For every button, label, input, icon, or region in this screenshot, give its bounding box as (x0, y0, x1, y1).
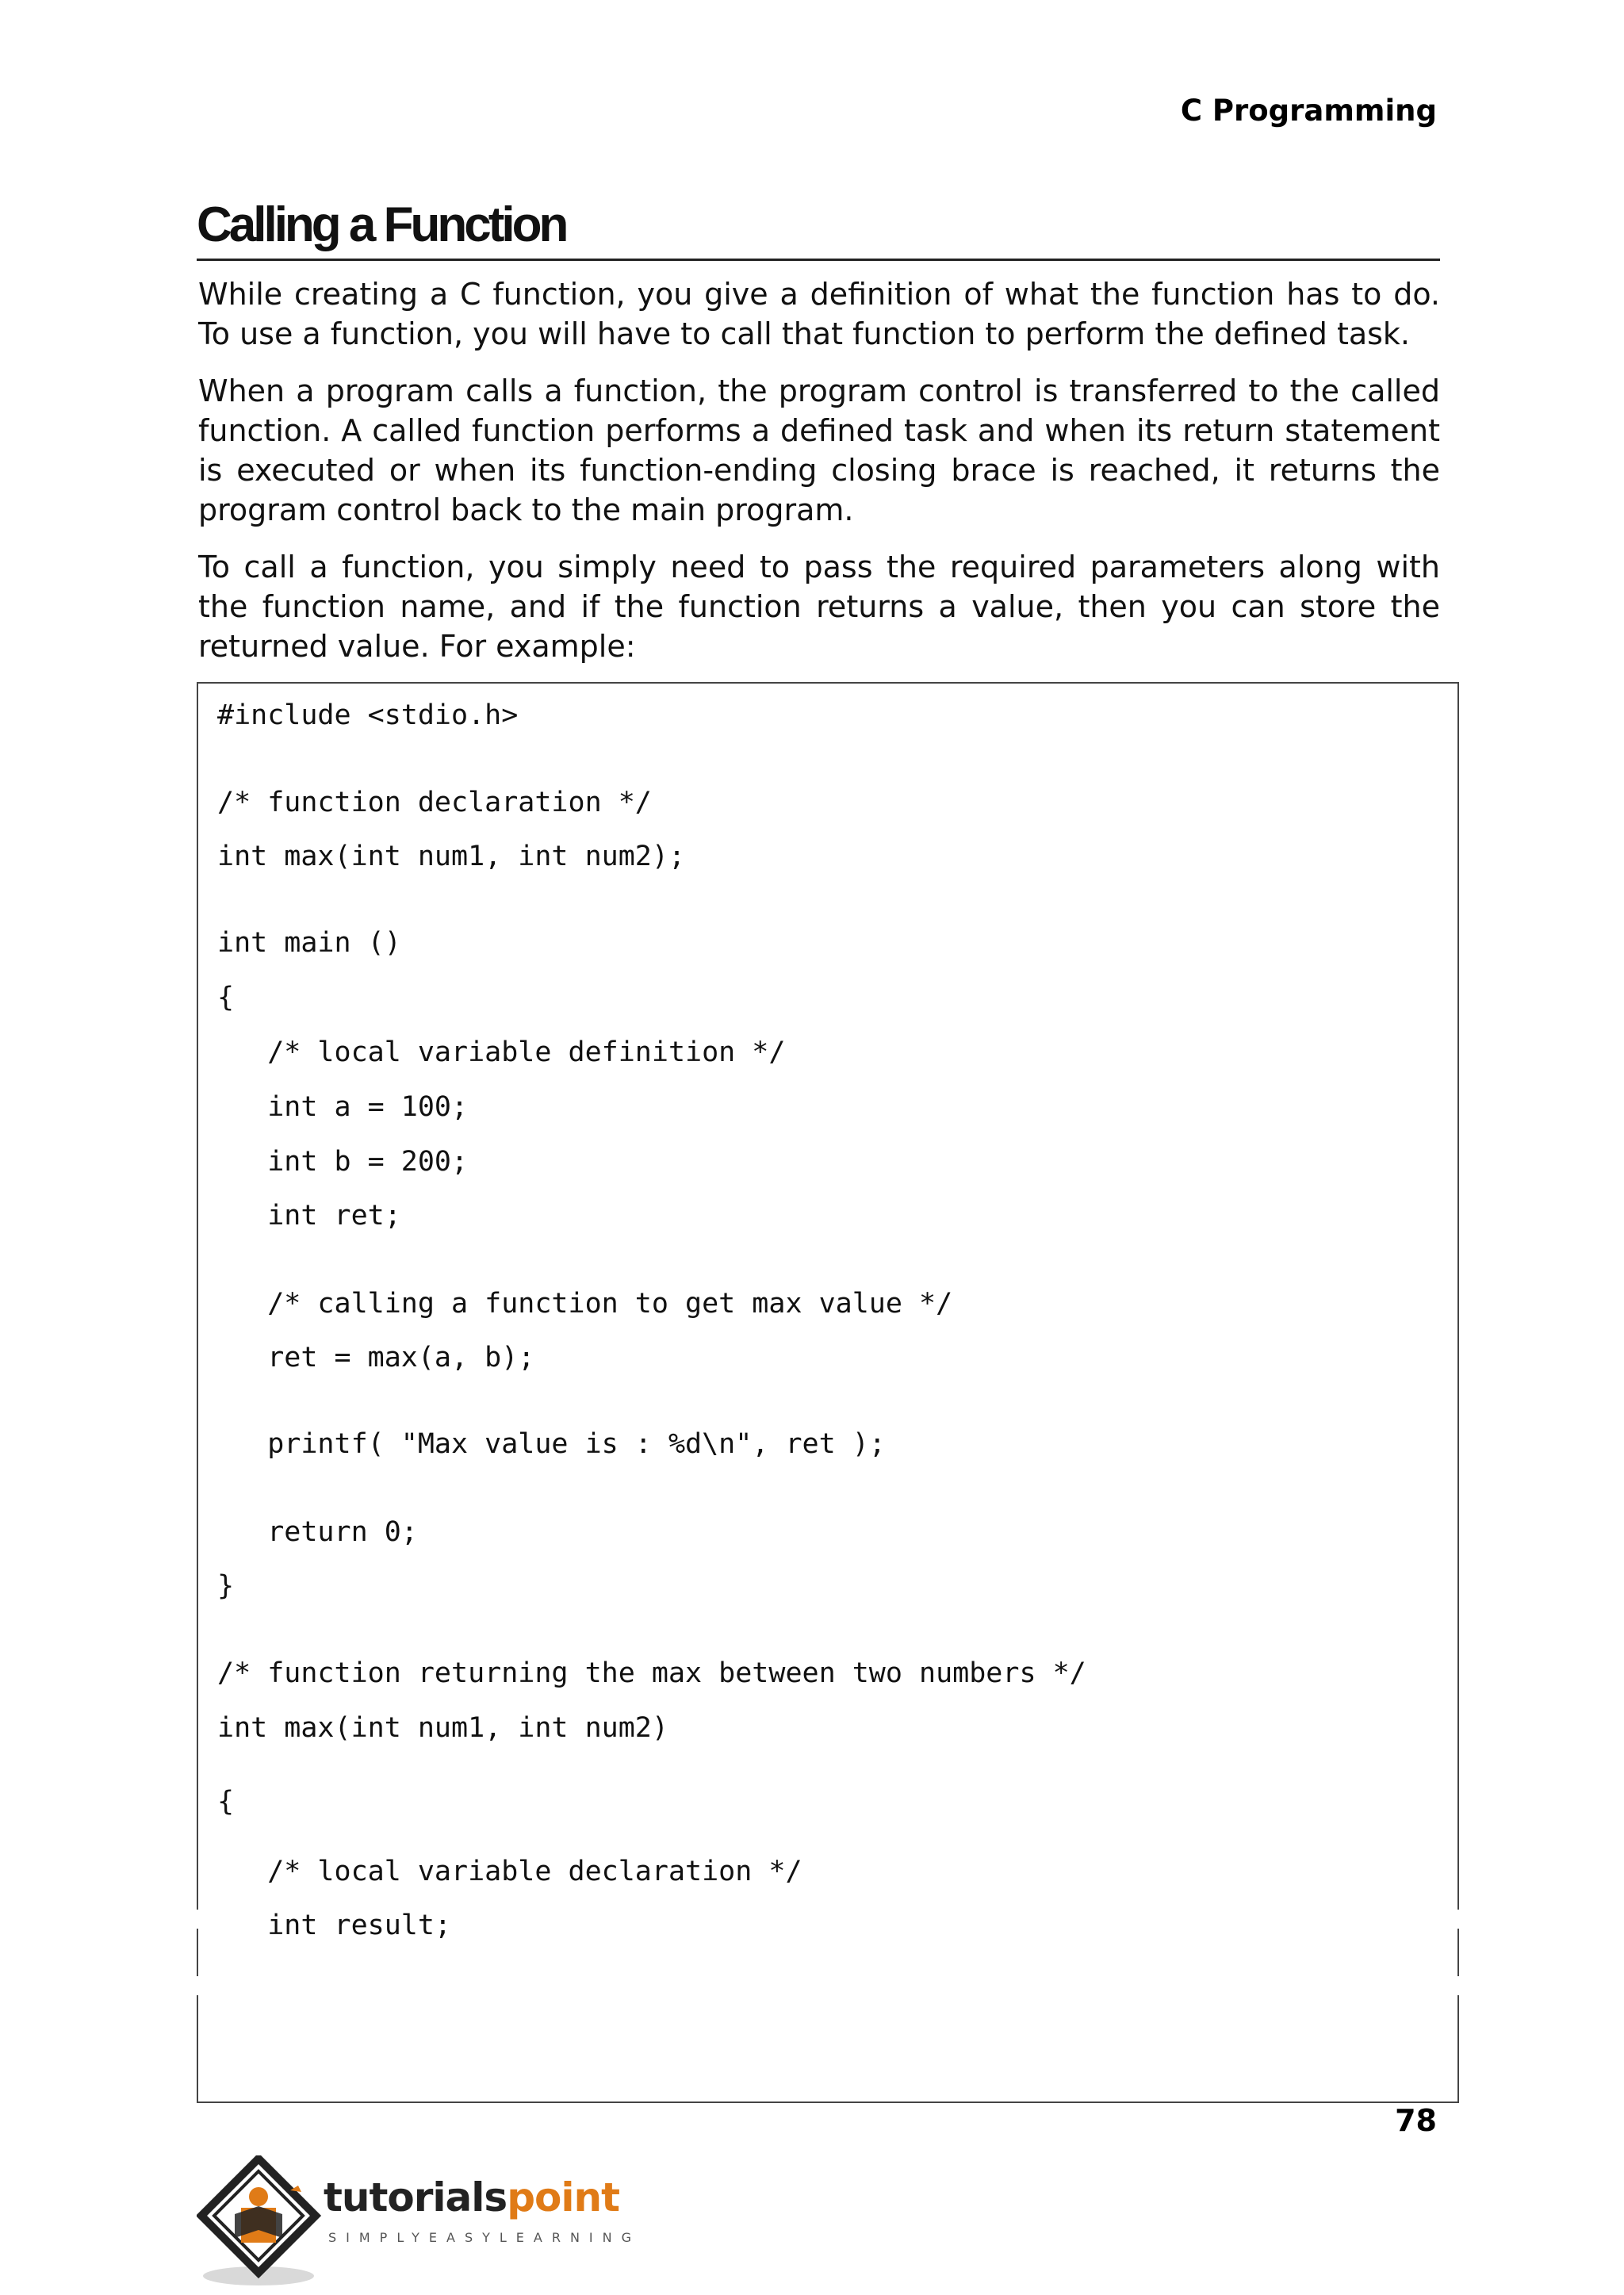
code-line: int a = 100; (217, 1091, 469, 1123)
paragraph-3: To call a function, you simply need to pass the required parameters along with the function name, and if the function returns a value, then you can store the returned value. For example: (198, 550, 1440, 664)
page-number: 78 (1395, 2103, 1437, 2138)
code-block-page-break (193, 1976, 1462, 1995)
code-line: int max(int num1, int num2); (217, 841, 686, 872)
paragraph-1: While creating a C function, you give a definition of what the function has to do. To use a function, you will have to call that function to perform the defined task. (198, 277, 1440, 351)
code-line: int main () (217, 927, 401, 959)
code-line: printf( "Max value is : %d\n", ret ); (217, 1428, 886, 1460)
code-line: } (217, 1570, 235, 1602)
logo-wordmark (324, 2174, 619, 2220)
code-line: /* calling a function to get max value */ (217, 1288, 953, 1320)
logo-word-tutorials: tutorials (324, 2174, 508, 2220)
running-title: C Programming (1180, 94, 1437, 128)
code-line: /* function declaration */ (217, 787, 652, 818)
logo-word-point: point (507, 2174, 619, 2220)
code-line: ret = max(a, b); (217, 1342, 535, 1374)
paragraph-2: When a program calls a function, the program control is transferred to the called function. A called function performs a defined task and when its return statement is executed or when its function-ending closing brace is reached, it returns the program control back to the main program. (198, 374, 1440, 527)
section-title: Calling a Function (197, 193, 1440, 261)
code-line: int result; (217, 1910, 452, 1941)
code-line: return 0; (217, 1516, 418, 1548)
tutorialspoint-diamond-icon (197, 2155, 324, 2290)
code-block-frame (197, 682, 1459, 2103)
code-line: int max(int num1, int num2) (217, 1712, 668, 1744)
code-line: /* function returning the max between two numbers */ (217, 1657, 1086, 1689)
code-line: int b = 200; (217, 1146, 469, 1178)
code-line: /* local variable declaration */ (217, 1856, 802, 1887)
code-block (197, 682, 1459, 2103)
logo-tagline: SIMPLYEASYLEARNING (328, 2230, 642, 2245)
code-line: { (217, 982, 235, 1013)
code-line: int ret; (217, 1200, 401, 1232)
code-line: #include <stdio.h> (217, 699, 519, 731)
code-line: /* local variable definition */ (217, 1036, 786, 1068)
tutorialspoint-logo (197, 2155, 641, 2290)
code-line: { (217, 1786, 235, 1818)
